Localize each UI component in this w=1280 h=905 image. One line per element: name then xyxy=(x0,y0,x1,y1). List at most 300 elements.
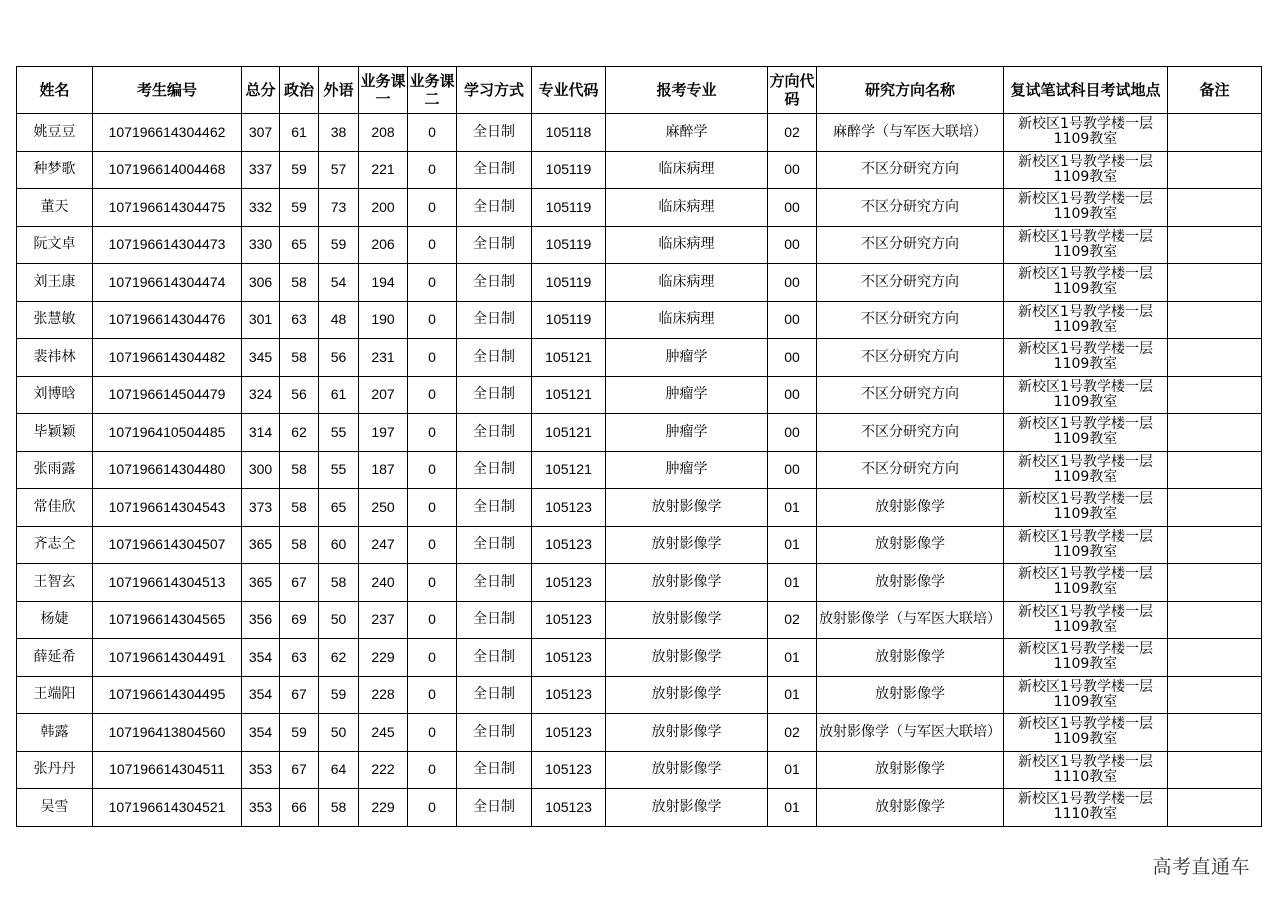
cell-major: 临床病理 xyxy=(606,226,768,264)
cell-language: 62 xyxy=(319,639,359,677)
cell-candidate-id: 107196614304476 xyxy=(93,301,242,339)
cell-name: 种梦歌 xyxy=(17,151,93,189)
cell-note xyxy=(1168,789,1262,827)
cell-politics: 58 xyxy=(280,339,319,377)
cell-total: 314 xyxy=(242,414,280,452)
cell-course2: 0 xyxy=(408,114,457,152)
cell-total: 353 xyxy=(242,789,280,827)
cell-direction-name: 放射影像学（与军医大联培） xyxy=(817,601,1004,639)
cell-language: 61 xyxy=(319,376,359,414)
cell-exam-location: 新校区1号教学楼一层1109教室 xyxy=(1004,301,1168,339)
watermark-text: 高考直通车 xyxy=(1152,856,1250,878)
cell-total: 365 xyxy=(242,564,280,602)
cell-direction-name: 麻醉学（与军医大联培） xyxy=(817,114,1004,152)
cell-total: 353 xyxy=(242,751,280,789)
table-row xyxy=(17,414,1262,452)
cell-course1: 187 xyxy=(359,451,408,489)
cell-candidate-id: 107196614304473 xyxy=(93,226,242,264)
cell-major: 放射影像学 xyxy=(606,526,768,564)
cell-course1: 228 xyxy=(359,676,408,714)
cell-direction-code: 00 xyxy=(768,301,817,339)
cell-course1: 250 xyxy=(359,489,408,527)
cell-politics: 67 xyxy=(280,676,319,714)
cell-total: 365 xyxy=(242,526,280,564)
cell-direction-code: 02 xyxy=(768,601,817,639)
table-row xyxy=(17,639,1262,677)
header-course2: 业务课二 xyxy=(408,67,457,114)
cell-course1: 229 xyxy=(359,639,408,677)
cell-study-mode: 全日制 xyxy=(457,601,532,639)
cell-candidate-id: 107196614304474 xyxy=(93,264,242,302)
cell-direction-name: 不区分研究方向 xyxy=(817,151,1004,189)
cell-politics: 69 xyxy=(280,601,319,639)
cell-name: 裴祎林 xyxy=(17,339,93,377)
cell-note xyxy=(1168,301,1262,339)
cell-direction-name: 放射影像学 xyxy=(817,564,1004,602)
cell-major: 放射影像学 xyxy=(606,789,768,827)
cell-language: 59 xyxy=(319,226,359,264)
cell-name: 董天 xyxy=(17,189,93,227)
cell-course2: 0 xyxy=(408,676,457,714)
cell-course1: 208 xyxy=(359,114,408,152)
cell-name: 毕颖颖 xyxy=(17,414,93,452)
cell-direction-code: 00 xyxy=(768,264,817,302)
cell-language: 57 xyxy=(319,151,359,189)
cell-direction-name: 放射影像学 xyxy=(817,526,1004,564)
table-row xyxy=(17,226,1262,264)
cell-study-mode: 全日制 xyxy=(457,114,532,152)
cell-study-mode: 全日制 xyxy=(457,301,532,339)
cell-candidate-id: 107196614504479 xyxy=(93,376,242,414)
cell-major-code: 105119 xyxy=(532,151,606,189)
header-course1: 业务课一 xyxy=(359,67,408,114)
cell-politics: 58 xyxy=(280,489,319,527)
cell-language: 60 xyxy=(319,526,359,564)
cell-exam-location: 新校区1号教学楼一层1109教室 xyxy=(1004,714,1168,752)
header-total: 总分 xyxy=(242,67,280,114)
cell-direction-name: 不区分研究方向 xyxy=(817,339,1004,377)
cell-total: 307 xyxy=(242,114,280,152)
cell-note xyxy=(1168,751,1262,789)
table-row xyxy=(17,676,1262,714)
cell-exam-location: 新校区1号教学楼一层1109教室 xyxy=(1004,189,1168,227)
cell-candidate-id: 107196614304482 xyxy=(93,339,242,377)
cell-direction-code: 00 xyxy=(768,151,817,189)
cell-course2: 0 xyxy=(408,789,457,827)
cell-exam-location: 新校区1号教学楼一层1109教室 xyxy=(1004,451,1168,489)
cell-course1: 206 xyxy=(359,226,408,264)
cell-direction-code: 01 xyxy=(768,751,817,789)
cell-direction-name: 不区分研究方向 xyxy=(817,414,1004,452)
cell-major-code: 105119 xyxy=(532,226,606,264)
cell-direction-name: 放射影像学 xyxy=(817,489,1004,527)
header-language: 外语 xyxy=(319,67,359,114)
cell-name: 阮文卓 xyxy=(17,226,93,264)
cell-major: 肿瘤学 xyxy=(606,376,768,414)
cell-major-code: 105119 xyxy=(532,189,606,227)
cell-candidate-id: 107196614304480 xyxy=(93,451,242,489)
cell-major: 临床病理 xyxy=(606,151,768,189)
table-row xyxy=(17,601,1262,639)
admission-table xyxy=(16,66,1262,827)
cell-note xyxy=(1168,639,1262,677)
cell-total: 306 xyxy=(242,264,280,302)
cell-major: 放射影像学 xyxy=(606,676,768,714)
cell-exam-location: 新校区1号教学楼一层1109教室 xyxy=(1004,639,1168,677)
cell-direction-code: 00 xyxy=(768,414,817,452)
cell-major-code: 105123 xyxy=(532,601,606,639)
cell-politics: 65 xyxy=(280,226,319,264)
cell-total: 354 xyxy=(242,639,280,677)
table-row xyxy=(17,714,1262,752)
cell-politics: 58 xyxy=(280,451,319,489)
cell-major-code: 105123 xyxy=(532,789,606,827)
cell-candidate-id: 107196614304565 xyxy=(93,601,242,639)
cell-direction-code: 01 xyxy=(768,676,817,714)
cell-major: 麻醉学 xyxy=(606,114,768,152)
cell-exam-location: 新校区1号教学楼一层1110教室 xyxy=(1004,789,1168,827)
table-row xyxy=(17,489,1262,527)
cell-candidate-id: 107196614304521 xyxy=(93,789,242,827)
header-major: 报考专业 xyxy=(606,67,768,114)
cell-direction-code: 00 xyxy=(768,376,817,414)
cell-language: 58 xyxy=(319,564,359,602)
cell-total: 373 xyxy=(242,489,280,527)
cell-course2: 0 xyxy=(408,339,457,377)
header-direction-name: 研究方向名称 xyxy=(817,67,1004,114)
cell-major: 临床病理 xyxy=(606,264,768,302)
cell-study-mode: 全日制 xyxy=(457,564,532,602)
cell-course2: 0 xyxy=(408,189,457,227)
cell-total: 330 xyxy=(242,226,280,264)
cell-name: 齐志仝 xyxy=(17,526,93,564)
cell-politics: 67 xyxy=(280,751,319,789)
cell-major-code: 105123 xyxy=(532,751,606,789)
cell-course2: 0 xyxy=(408,376,457,414)
cell-name: 常佳欣 xyxy=(17,489,93,527)
cell-name: 刘博晗 xyxy=(17,376,93,414)
cell-direction-name: 放射影像学 xyxy=(817,639,1004,677)
cell-exam-location: 新校区1号教学楼一层1109教室 xyxy=(1004,339,1168,377)
cell-study-mode: 全日制 xyxy=(457,226,532,264)
cell-major-code: 105123 xyxy=(532,489,606,527)
cell-politics: 63 xyxy=(280,639,319,677)
cell-study-mode: 全日制 xyxy=(457,676,532,714)
cell-course2: 0 xyxy=(408,264,457,302)
cell-study-mode: 全日制 xyxy=(457,789,532,827)
cell-major-code: 105121 xyxy=(532,451,606,489)
table-row xyxy=(17,789,1262,827)
cell-direction-code: 00 xyxy=(768,189,817,227)
cell-politics: 59 xyxy=(280,189,319,227)
cell-language: 56 xyxy=(319,339,359,377)
table-row xyxy=(17,264,1262,302)
cell-direction-code: 01 xyxy=(768,526,817,564)
cell-course1: 207 xyxy=(359,376,408,414)
cell-direction-name: 不区分研究方向 xyxy=(817,226,1004,264)
cell-politics: 56 xyxy=(280,376,319,414)
cell-course2: 0 xyxy=(408,526,457,564)
cell-course1: 194 xyxy=(359,264,408,302)
cell-major-code: 105121 xyxy=(532,339,606,377)
cell-exam-location: 新校区1号教学楼一层1109教室 xyxy=(1004,564,1168,602)
table-row xyxy=(17,339,1262,377)
cell-name: 王智玄 xyxy=(17,564,93,602)
cell-candidate-id: 107196410504485 xyxy=(93,414,242,452)
cell-study-mode: 全日制 xyxy=(457,639,532,677)
cell-direction-name: 不区分研究方向 xyxy=(817,451,1004,489)
cell-candidate-id: 107196614304462 xyxy=(93,114,242,152)
cell-major: 肿瘤学 xyxy=(606,451,768,489)
cell-name: 杨婕 xyxy=(17,601,93,639)
cell-study-mode: 全日制 xyxy=(457,451,532,489)
cell-direction-code: 01 xyxy=(768,489,817,527)
cell-exam-location: 新校区1号教学楼一层1109教室 xyxy=(1004,489,1168,527)
cell-course1: 231 xyxy=(359,339,408,377)
cell-politics: 67 xyxy=(280,564,319,602)
cell-course1: 222 xyxy=(359,751,408,789)
cell-study-mode: 全日制 xyxy=(457,339,532,377)
cell-major-code: 105123 xyxy=(532,676,606,714)
cell-name: 韩露 xyxy=(17,714,93,752)
cell-name: 薛延希 xyxy=(17,639,93,677)
cell-course2: 0 xyxy=(408,451,457,489)
cell-course1: 221 xyxy=(359,151,408,189)
header-major-code: 专业代码 xyxy=(532,67,606,114)
table-row xyxy=(17,114,1262,152)
table-row xyxy=(17,451,1262,489)
cell-direction-code: 01 xyxy=(768,639,817,677)
cell-direction-code: 01 xyxy=(768,564,817,602)
table-row xyxy=(17,301,1262,339)
cell-candidate-id: 107196614304491 xyxy=(93,639,242,677)
cell-exam-location: 新校区1号教学楼一层1109教室 xyxy=(1004,376,1168,414)
cell-major: 放射影像学 xyxy=(606,489,768,527)
cell-direction-code: 02 xyxy=(768,714,817,752)
cell-language: 58 xyxy=(319,789,359,827)
cell-language: 64 xyxy=(319,751,359,789)
cell-direction-name: 不区分研究方向 xyxy=(817,189,1004,227)
cell-major-code: 105123 xyxy=(532,639,606,677)
cell-total: 337 xyxy=(242,151,280,189)
table-row xyxy=(17,151,1262,189)
cell-name: 张雨露 xyxy=(17,451,93,489)
cell-exam-location: 新校区1号教学楼一层1109教室 xyxy=(1004,414,1168,452)
cell-course1: 247 xyxy=(359,526,408,564)
cell-study-mode: 全日制 xyxy=(457,264,532,302)
cell-total: 301 xyxy=(242,301,280,339)
cell-politics: 59 xyxy=(280,151,319,189)
cell-total: 324 xyxy=(242,376,280,414)
cell-course1: 190 xyxy=(359,301,408,339)
cell-direction-name: 放射影像学 xyxy=(817,751,1004,789)
cell-major: 放射影像学 xyxy=(606,601,768,639)
cell-note xyxy=(1168,114,1262,152)
cell-major-code: 105123 xyxy=(532,714,606,752)
cell-major: 放射影像学 xyxy=(606,564,768,602)
cell-exam-location: 新校区1号教学楼一层1109教室 xyxy=(1004,226,1168,264)
cell-course2: 0 xyxy=(408,301,457,339)
cell-note xyxy=(1168,601,1262,639)
cell-note xyxy=(1168,714,1262,752)
cell-direction-code: 00 xyxy=(768,226,817,264)
cell-direction-name: 放射影像学 xyxy=(817,789,1004,827)
cell-name: 吴雪 xyxy=(17,789,93,827)
cell-course2: 0 xyxy=(408,601,457,639)
header-candidate-id: 考生编号 xyxy=(93,67,242,114)
cell-major: 放射影像学 xyxy=(606,751,768,789)
header-name: 姓名 xyxy=(17,67,93,114)
cell-direction-name: 不区分研究方向 xyxy=(817,301,1004,339)
cell-direction-name: 放射影像学（与军医大联培） xyxy=(817,714,1004,752)
cell-language: 50 xyxy=(319,601,359,639)
cell-name: 姚豆豆 xyxy=(17,114,93,152)
table-row xyxy=(17,564,1262,602)
cell-candidate-id: 107196614304507 xyxy=(93,526,242,564)
cell-total: 345 xyxy=(242,339,280,377)
cell-candidate-id: 107196614304495 xyxy=(93,676,242,714)
cell-note xyxy=(1168,189,1262,227)
cell-course1: 229 xyxy=(359,789,408,827)
cell-politics: 58 xyxy=(280,264,319,302)
cell-major: 肿瘤学 xyxy=(606,414,768,452)
table-row xyxy=(17,189,1262,227)
cell-exam-location: 新校区1号教学楼一层1109教室 xyxy=(1004,676,1168,714)
cell-politics: 59 xyxy=(280,714,319,752)
cell-note xyxy=(1168,151,1262,189)
cell-note xyxy=(1168,226,1262,264)
header-row xyxy=(17,67,1262,114)
cell-candidate-id: 107196413804560 xyxy=(93,714,242,752)
cell-course2: 0 xyxy=(408,639,457,677)
cell-course2: 0 xyxy=(408,489,457,527)
cell-note xyxy=(1168,676,1262,714)
cell-exam-location: 新校区1号教学楼一层1109教室 xyxy=(1004,601,1168,639)
cell-direction-name: 不区分研究方向 xyxy=(817,264,1004,302)
cell-note xyxy=(1168,339,1262,377)
header-direction-code: 方向代码 xyxy=(768,67,817,114)
cell-study-mode: 全日制 xyxy=(457,489,532,527)
cell-total: 332 xyxy=(242,189,280,227)
cell-course2: 0 xyxy=(408,751,457,789)
cell-total: 356 xyxy=(242,601,280,639)
cell-note xyxy=(1168,526,1262,564)
cell-politics: 63 xyxy=(280,301,319,339)
cell-major-code: 105119 xyxy=(532,301,606,339)
cell-direction-code: 00 xyxy=(768,339,817,377)
cell-note xyxy=(1168,264,1262,302)
cell-major-code: 105121 xyxy=(532,414,606,452)
cell-course1: 240 xyxy=(359,564,408,602)
cell-major-code: 105118 xyxy=(532,114,606,152)
cell-study-mode: 全日制 xyxy=(457,751,532,789)
cell-study-mode: 全日制 xyxy=(457,376,532,414)
cell-candidate-id: 107196614304513 xyxy=(93,564,242,602)
cell-exam-location: 新校区1号教学楼一层1109教室 xyxy=(1004,151,1168,189)
cell-language: 50 xyxy=(319,714,359,752)
cell-note xyxy=(1168,414,1262,452)
cell-language: 59 xyxy=(319,676,359,714)
cell-direction-code: 02 xyxy=(768,114,817,152)
cell-direction-name: 不区分研究方向 xyxy=(817,376,1004,414)
cell-study-mode: 全日制 xyxy=(457,189,532,227)
cell-course2: 0 xyxy=(408,714,457,752)
cell-course2: 0 xyxy=(408,226,457,264)
cell-exam-location: 新校区1号教学楼一层1109教室 xyxy=(1004,526,1168,564)
cell-language: 38 xyxy=(319,114,359,152)
cell-total: 300 xyxy=(242,451,280,489)
cell-major: 临床病理 xyxy=(606,301,768,339)
cell-politics: 66 xyxy=(280,789,319,827)
cell-direction-code: 01 xyxy=(768,789,817,827)
cell-direction-name: 放射影像学 xyxy=(817,676,1004,714)
cell-language: 73 xyxy=(319,189,359,227)
cell-language: 65 xyxy=(319,489,359,527)
cell-major-code: 105121 xyxy=(532,376,606,414)
cell-name: 张慧敏 xyxy=(17,301,93,339)
cell-study-mode: 全日制 xyxy=(457,414,532,452)
cell-study-mode: 全日制 xyxy=(457,151,532,189)
cell-major-code: 105119 xyxy=(532,264,606,302)
cell-candidate-id: 107196614304475 xyxy=(93,189,242,227)
cell-language: 48 xyxy=(319,301,359,339)
cell-exam-location: 新校区1号教学楼一层1109教室 xyxy=(1004,114,1168,152)
cell-major-code: 105123 xyxy=(532,564,606,602)
cell-language: 55 xyxy=(319,451,359,489)
cell-language: 55 xyxy=(319,414,359,452)
cell-politics: 58 xyxy=(280,526,319,564)
cell-course1: 197 xyxy=(359,414,408,452)
cell-course2: 0 xyxy=(408,414,457,452)
cell-exam-location: 新校区1号教学楼一层1109教室 xyxy=(1004,264,1168,302)
cell-note xyxy=(1168,451,1262,489)
cell-course2: 0 xyxy=(408,564,457,602)
cell-study-mode: 全日制 xyxy=(457,526,532,564)
table-row xyxy=(17,526,1262,564)
cell-note xyxy=(1168,564,1262,602)
cell-politics: 62 xyxy=(280,414,319,452)
table-row xyxy=(17,751,1262,789)
cell-exam-location: 新校区1号教学楼一层1110教室 xyxy=(1004,751,1168,789)
cell-candidate-id: 107196614304511 xyxy=(93,751,242,789)
cell-candidate-id: 107196614004468 xyxy=(93,151,242,189)
cell-major: 放射影像学 xyxy=(606,639,768,677)
cell-major: 临床病理 xyxy=(606,189,768,227)
cell-course1: 237 xyxy=(359,601,408,639)
cell-study-mode: 全日制 xyxy=(457,714,532,752)
cell-course2: 0 xyxy=(408,151,457,189)
cell-major-code: 105123 xyxy=(532,526,606,564)
cell-total: 354 xyxy=(242,714,280,752)
cell-note xyxy=(1168,376,1262,414)
cell-language: 54 xyxy=(319,264,359,302)
header-politics: 政治 xyxy=(280,67,319,114)
cell-course1: 200 xyxy=(359,189,408,227)
header-exam-location: 复试笔试科目考试地点 xyxy=(1004,67,1168,114)
cell-candidate-id: 107196614304543 xyxy=(93,489,242,527)
cell-name: 王端阳 xyxy=(17,676,93,714)
cell-major: 肿瘤学 xyxy=(606,339,768,377)
cell-note xyxy=(1168,489,1262,527)
cell-total: 354 xyxy=(242,676,280,714)
header-note: 备注 xyxy=(1168,67,1262,114)
header-study-mode: 学习方式 xyxy=(457,67,532,114)
cell-direction-code: 00 xyxy=(768,451,817,489)
table-row xyxy=(17,376,1262,414)
cell-name: 刘王康 xyxy=(17,264,93,302)
cell-major: 放射影像学 xyxy=(606,714,768,752)
cell-course1: 245 xyxy=(359,714,408,752)
